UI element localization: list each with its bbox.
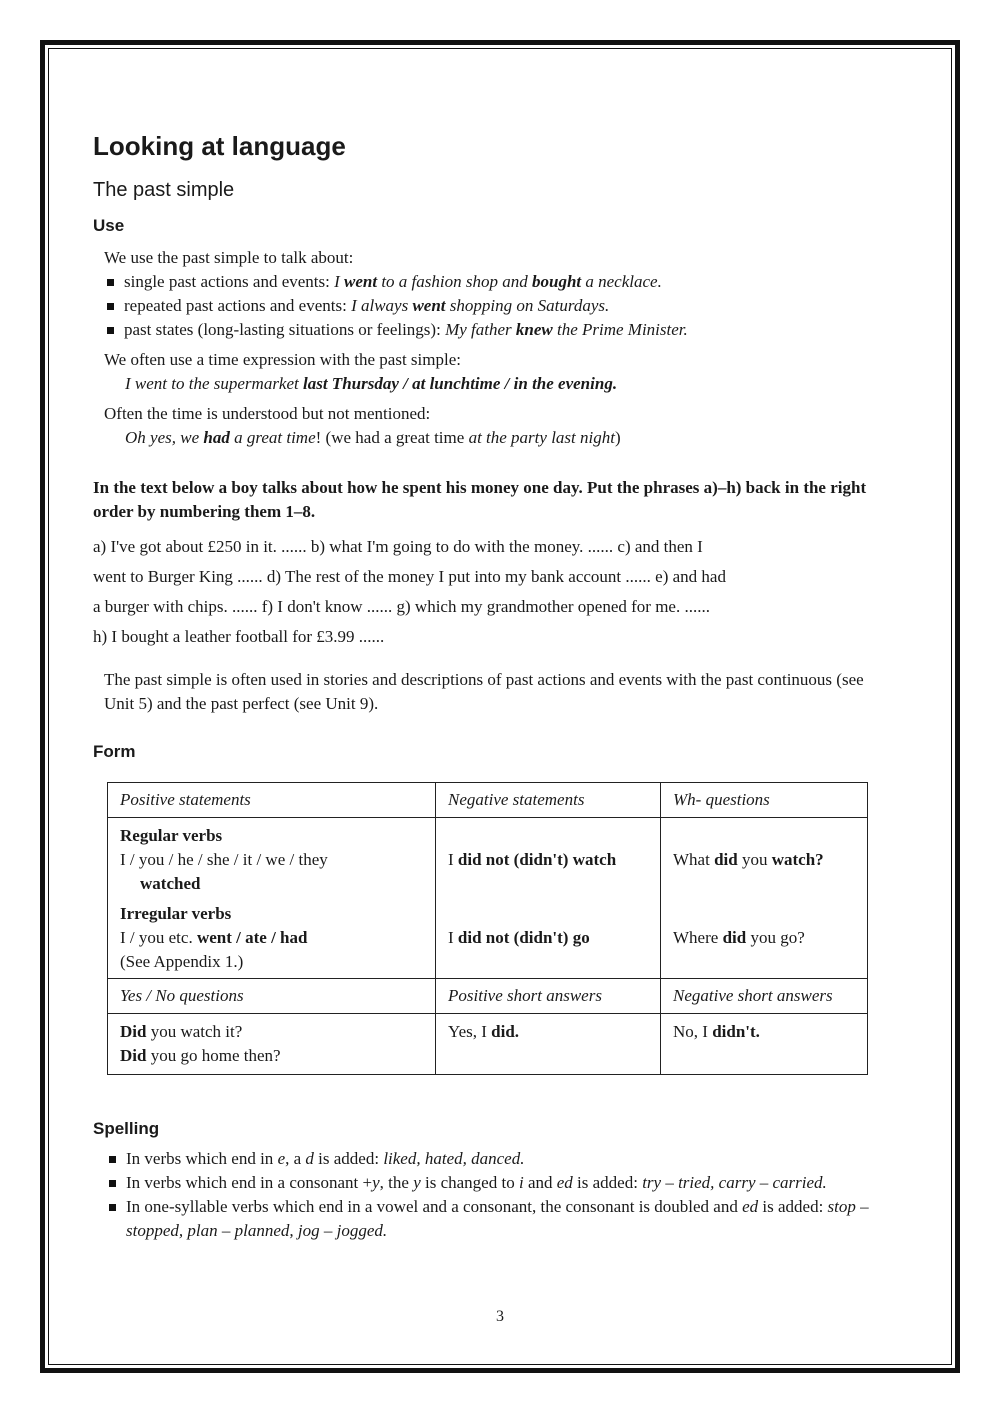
neg-verb: did not (didn't) watch xyxy=(457,850,617,869)
wh-text: you xyxy=(741,850,768,869)
understood-intro: Often the time is understood but not mentioned: xyxy=(104,404,431,423)
rule-text: , a xyxy=(285,1149,302,1168)
form-heading: Form xyxy=(93,742,136,761)
example-text: a necklace. xyxy=(585,272,662,291)
neg-pronoun: I xyxy=(448,928,454,947)
neg-pronoun: I xyxy=(448,850,454,869)
wh-verb: watch? xyxy=(771,850,824,869)
time-expression-example xyxy=(93,372,893,396)
regular-verb: watched xyxy=(140,874,201,893)
table-header: Yes / No questions xyxy=(108,979,436,1014)
table-cell xyxy=(108,818,436,979)
example-text: I went to the supermarket xyxy=(125,374,299,393)
example-text: ! (we had a great time xyxy=(315,428,465,447)
usage-note: The past simple is often used in stories and descriptions of past actions and events with the past continuous (see Unit 5) and the past perfect (see Unit 9). xyxy=(104,670,864,713)
phrase-line: h) I bought a leather football for £3.99 ...... xyxy=(93,627,385,646)
example-text: My father xyxy=(445,320,512,339)
example-text: I always xyxy=(351,296,409,315)
table-row xyxy=(108,818,868,979)
example-verb: bought xyxy=(531,272,582,291)
yesno-aux: Did xyxy=(120,1046,147,1065)
use-intro: We use the past simple to talk about: xyxy=(104,248,354,267)
list-item xyxy=(106,1171,893,1195)
list-item xyxy=(106,1195,893,1243)
exercise-phrases xyxy=(93,532,893,652)
table-row xyxy=(108,979,868,1014)
yesno-aux: Did xyxy=(120,1022,147,1041)
rule-letter: y xyxy=(413,1173,421,1192)
table-header: Positive short answers xyxy=(436,979,661,1014)
page-number: 3 xyxy=(496,1308,504,1325)
example-verb: knew xyxy=(515,320,553,339)
rule-examples: liked, hated, danced. xyxy=(383,1149,525,1168)
table-header: Wh- questions xyxy=(661,783,868,818)
example-text: a great time xyxy=(234,428,316,447)
wh-word: Where xyxy=(673,928,719,947)
spelling-heading: Spelling xyxy=(93,1119,160,1138)
section-subtitle: The past simple xyxy=(93,179,235,201)
example-text: shopping on Saturdays. xyxy=(449,296,610,315)
rule-text: In verbs which end in xyxy=(126,1149,274,1168)
rule-letter: ed xyxy=(556,1173,573,1192)
neg-verb: did not (didn't) go xyxy=(457,928,590,947)
yesno-example xyxy=(120,1044,423,1068)
bullet-label: past states (long-lasting situations or feelings): xyxy=(124,320,441,339)
wh-aux: did xyxy=(714,850,738,869)
table-header: Negative short answers xyxy=(661,979,868,1014)
irregular-pronouns: I / you etc. xyxy=(120,928,193,947)
irregular-verbs: went / ate / had xyxy=(196,928,308,947)
example-text: the Prime Minister. xyxy=(556,320,688,339)
example-verb: went xyxy=(412,296,446,315)
table-cell xyxy=(661,1014,868,1075)
rule-examples: try – tried, carry – carried. xyxy=(642,1173,827,1192)
page-title: Looking at language xyxy=(93,131,346,161)
yesno-example xyxy=(120,1020,423,1044)
short-answer-aux: did. xyxy=(491,1022,520,1041)
page-content xyxy=(93,128,893,1243)
table-row xyxy=(108,1014,868,1075)
neg-regular xyxy=(448,848,648,872)
regular-label: Regular verbs xyxy=(120,826,223,845)
table-row xyxy=(108,783,868,818)
rule-letter: d xyxy=(305,1149,314,1168)
rule-text: In verbs which end in a consonant + xyxy=(126,1173,373,1192)
rule-text: is changed to xyxy=(425,1173,515,1192)
short-answer-text: Yes, I xyxy=(448,1022,487,1041)
rule-text: is added: xyxy=(318,1149,380,1168)
form-table xyxy=(107,782,868,1075)
wh-regular xyxy=(673,848,855,872)
table-cell xyxy=(108,1014,436,1075)
yesno-text: you go home then? xyxy=(150,1046,281,1065)
neg-irregular xyxy=(448,926,648,950)
table-cell xyxy=(661,818,868,979)
rule-letter: ed xyxy=(742,1197,759,1216)
table-header: Positive statements xyxy=(108,783,436,818)
rule-letter: y xyxy=(372,1173,380,1192)
phrase-line: went to Burger King ...... d) The rest of the money I put into my bank account ...... e) and had xyxy=(93,567,726,586)
wh-text: you go? xyxy=(750,928,805,947)
rule-letter: i xyxy=(518,1173,524,1192)
understood-example xyxy=(93,426,893,450)
bullet-label: single past actions and events: xyxy=(124,272,330,291)
list-item xyxy=(104,294,893,318)
rule-letter: e xyxy=(277,1149,286,1168)
rule-examples: stop – stopped, plan – planned, jog – jogged. xyxy=(126,1197,869,1240)
appendix-note: (See Appendix 1.) xyxy=(120,952,244,971)
example-text: ) xyxy=(614,428,621,447)
table-header: Negative statements xyxy=(436,783,661,818)
table-cell xyxy=(436,818,661,979)
rule-text: , the xyxy=(379,1173,409,1192)
example-verb: had xyxy=(203,428,230,447)
table-cell xyxy=(436,1014,661,1075)
list-item xyxy=(104,270,893,294)
example-text: to a fashion shop and xyxy=(381,272,528,291)
bullet-label: repeated past actions and events: xyxy=(124,296,347,315)
list-item xyxy=(104,318,893,342)
rule-text: is added: xyxy=(577,1173,638,1192)
use-bullet-list xyxy=(93,270,893,342)
use-heading: Use xyxy=(93,216,125,235)
rule-text: In one-syllable verbs which end in a vowel and a consonant, the consonant is doubled and xyxy=(126,1197,738,1216)
wh-aux: did xyxy=(722,928,747,947)
irregular-label: Irregular verbs xyxy=(120,904,232,923)
spelling-list xyxy=(93,1147,893,1243)
regular-pronouns: I / you / he / she / it / we / they xyxy=(120,850,328,869)
example-text: at the party last night xyxy=(468,428,615,447)
rule-text: and xyxy=(527,1173,553,1192)
example-verb: went xyxy=(344,272,378,291)
example-text: Oh yes, we xyxy=(125,428,200,447)
list-item xyxy=(106,1147,893,1171)
time-expression-intro: We often use a time expression with the past simple: xyxy=(104,350,461,369)
yesno-text: you watch it? xyxy=(150,1022,243,1041)
wh-word: What xyxy=(673,850,710,869)
example-text: I xyxy=(334,272,340,291)
phrase-line: a burger with chips. ...... f) I don't know ...... g) which my grandmother opened for me. ...... xyxy=(93,597,710,616)
irregular-line xyxy=(120,926,423,950)
example-time: last Thursday / at lunchtime / in the evening. xyxy=(303,374,618,393)
rule-text: is added: xyxy=(762,1197,824,1216)
short-answer-text: No, I xyxy=(673,1022,708,1041)
short-answer-aux: didn't. xyxy=(712,1022,760,1041)
exercise-instruction: In the text below a boy talks about how he spent his money one day. Put the phrases a)–h) back in the right order by numbering them 1–8. xyxy=(93,478,867,521)
phrase-line: a) I've got about £250 in it. ...... b) what I'm going to do with the money. ...... c) and then I xyxy=(93,537,703,556)
wh-irregular xyxy=(673,926,855,950)
